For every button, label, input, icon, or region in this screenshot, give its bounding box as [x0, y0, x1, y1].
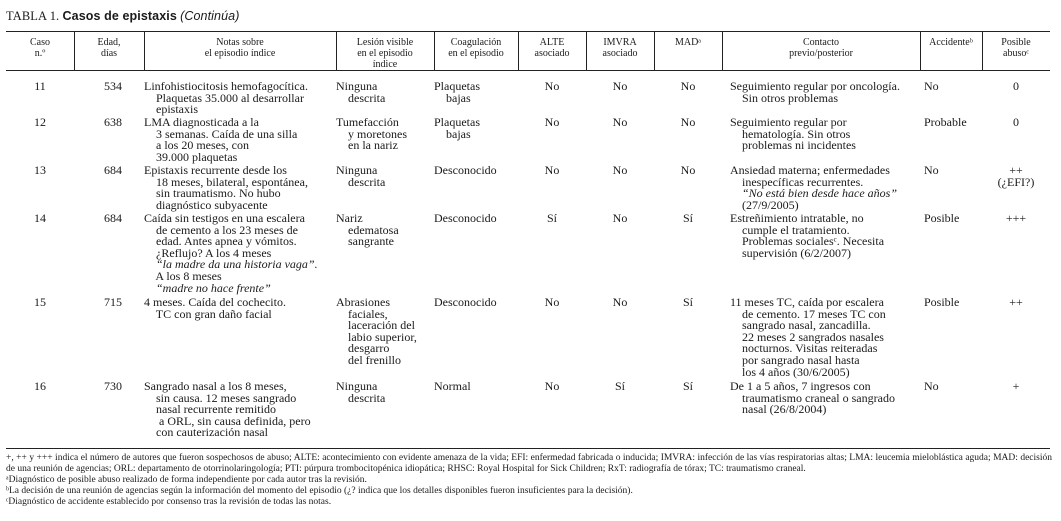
- notas-quote: “la madre da una historia vaga”.: [144, 257, 318, 272]
- cell-caso: 13: [34, 163, 46, 177]
- header-imvra: IMVRA asociado: [602, 37, 638, 59]
- cell-imvra: No: [612, 163, 628, 177]
- cell-abuso: +++: [1005, 211, 1027, 225]
- cell-edad: 638: [104, 115, 122, 129]
- cell-notas: LMA diagnosticada a la 3 semanas. Caída de una silla a los 20 meses, con 39.000 plaquetas: [144, 115, 298, 164]
- cell-alte: No: [544, 295, 560, 309]
- header-divider: [982, 32, 983, 70]
- header-lesion: Lesión visible en el episodio índice: [356, 37, 414, 70]
- cell-notas: Sangrado nasal a los 8 meses, sin causa. 12 meses sangrado nasal recurrente remitido a ORL, sin causa definida, pero con cauterización nasal: [144, 379, 311, 440]
- cell-caso: 11: [34, 79, 46, 93]
- cell-accidente: No: [924, 79, 939, 93]
- cell-coagulacion: Desconocido: [434, 295, 497, 309]
- cell-imvra: No: [612, 211, 628, 225]
- header-mad: MADᵃ: [674, 37, 702, 48]
- cell-alte: No: [544, 379, 560, 393]
- table-footnotes: [6, 453, 1052, 508]
- cell-edad: 684: [104, 211, 122, 225]
- cell-mad: No: [680, 115, 696, 129]
- contacto-date: (27/9/2005): [742, 197, 799, 212]
- cell-lesion: Tumefacción y moretones en la nariz: [336, 115, 407, 153]
- caption-title: Casos de epistaxis: [62, 9, 177, 23]
- cell-caso: 14: [34, 211, 46, 225]
- cell-contacto: [730, 117, 856, 152]
- cell-coagulacion: Plaquetas bajas: [434, 79, 480, 105]
- cell-lesion: Ninguna descrita: [336, 79, 386, 105]
- cell-abuso: ++: [1009, 295, 1023, 309]
- footnote-abbreviations: +, ++ y +++ indica el número de autores que fueron sospechosos de abuso; ALTE: acontecimiento con evidente amenaza de la vida; EFI: enfermedad fabricada o inducida; IMVRA: infección de las vías respiratorias altas; LMA: leucemia mieloblástica aguda; MAD: decisión de una reunión de agencias; ORL: departamento de otorrinolaringología; PTI: púrpura trombocitopénica idiopática; RHSC: Royal Hospital for Sick Children; RxT: radiografía de tórax; TC: traumatismo craneal.: [6, 453, 1052, 474]
- header-divider: [74, 32, 75, 70]
- cell-mad: Sí: [682, 379, 693, 393]
- cell-contacto: [730, 81, 900, 104]
- cell-imvra: Sí: [614, 379, 625, 393]
- header-divider: [586, 32, 587, 70]
- cell-lesion: Ninguna descrita: [336, 163, 386, 189]
- contacto-text: Estreñimiento intratable, no cumple el tratamiento. Problemas socialesᶜ. Necesita supervisión (6/2/2007): [730, 211, 885, 260]
- cell-accidente: No: [924, 379, 939, 393]
- contacto-quote: “No está bien desde hace años”: [730, 186, 897, 201]
- cell-caso: 12: [34, 115, 46, 129]
- footnote-c: ᶜDiagnóstico de accidente establecido por consenso tras la revisión de todas las notas.: [6, 497, 332, 507]
- cell-caso: 16: [34, 379, 46, 393]
- contacto-text: Seguimiento regular por hematología. Sin otros problemas ni incidentes: [730, 115, 856, 153]
- cell-notas: Linfohistiocitosis hemofagocítica. Plaquetas 35.000 al desarrollar epistaxis: [144, 79, 308, 117]
- header-coagulacion: Coagulación en el episodio: [448, 37, 504, 59]
- cell-imvra: No: [612, 115, 628, 129]
- cell-abuso: 0: [1013, 79, 1019, 93]
- cell-accidente: Posible: [924, 295, 960, 309]
- cell-alte: No: [544, 79, 560, 93]
- cell-notas: [144, 213, 318, 294]
- cell-abuso: +: [1012, 379, 1020, 393]
- cell-lesion: Ninguna descrita: [336, 379, 386, 405]
- cell-lesion: Nariz edematosa sangrante: [336, 211, 399, 249]
- cell-coagulacion: Normal: [434, 379, 471, 393]
- header-edad: Edad, días: [97, 37, 121, 59]
- cell-imvra: No: [612, 79, 628, 93]
- contacto-text: Seguimiento regular por oncología. Sin otros problemas: [730, 79, 900, 105]
- cell-contacto: [730, 213, 884, 259]
- notas-quote: “madre no hace frente”: [144, 280, 271, 295]
- cell-accidente: Probable: [924, 115, 967, 129]
- header-alte: ALTE asociado: [534, 37, 570, 59]
- cell-mad: No: [680, 79, 696, 93]
- cell-mad: Sí: [682, 295, 693, 309]
- table-caption: [6, 9, 239, 24]
- contacto-text: 11 meses TC, caída por escalera de cemento. 17 meses TC con sangrado nasal, zancadilla. 22 meses 2 sangrados nasales nocturnos. Visitas reiteradas por sangrado nasal hasta los 4 años (30/6/2005): [730, 295, 886, 379]
- header-divider: [654, 32, 655, 70]
- header-divider: [144, 32, 145, 70]
- header-divider: [722, 32, 723, 70]
- cell-edad: 730: [104, 379, 122, 393]
- cell-contacto: [730, 381, 895, 416]
- cell-edad: 684: [104, 163, 122, 177]
- caption-continuation: (Continúa): [180, 9, 240, 23]
- cell-mad: Sí: [682, 211, 693, 225]
- cell-accidente: Posible: [924, 211, 960, 225]
- header-divider: [920, 32, 921, 70]
- cell-edad: 715: [104, 295, 122, 309]
- header-divider: [336, 32, 337, 70]
- header-abuso: Posible abusoᶜ: [1001, 37, 1031, 59]
- cell-coagulacion: Desconocido: [434, 211, 497, 225]
- cell-notas: 4 meses. Caída del cochecito. TC con gran daño facial: [144, 295, 286, 321]
- contacto-text: De 1 a 5 años, 7 ingresos con traumatismo craneal o sangrado nasal (26/8/2004): [730, 379, 895, 417]
- notas-text: Caída sin testigos en una escalera de cemento a los 23 meses de edad. Antes apnea y vómitos. ¿Reflujo? A los 4 meses: [144, 211, 305, 260]
- cell-contacto: [730, 297, 886, 378]
- cell-contacto: [730, 165, 897, 211]
- header-accidente: Accidenteᵇ: [929, 37, 973, 48]
- header-divider: [434, 32, 435, 70]
- cell-alte: No: [544, 163, 560, 177]
- header-divider: [518, 32, 519, 70]
- header-rule: [6, 70, 1050, 71]
- contacto-text: Ansiedad materna; enfermedades inespecíficas recurrentes.: [730, 163, 890, 189]
- cell-coagulacion: Plaquetas bajas: [434, 115, 480, 141]
- cell-imvra: No: [612, 295, 628, 309]
- caption-prefix: TABLA 1.: [6, 9, 60, 23]
- cell-mad: No: [680, 163, 696, 177]
- notas-text: A los 8 meses: [155, 268, 222, 283]
- footnote-a: ᵃDiagnóstico de posible abuso realizado de forma independiente por cada autor tras la revisión.: [6, 475, 367, 485]
- header-caso: Caso n.º: [30, 37, 50, 59]
- header-contacto: Contacto previo/posterior: [789, 37, 853, 59]
- cell-coagulacion: Desconocido: [434, 163, 497, 177]
- footnote-b: ᵇLa decisión de una reunión de agencias según la información del momento del episodio (¿? indica que los detalles disponibles fueron insuficientes para la decisión).: [6, 486, 633, 496]
- cell-alte: Sí: [546, 211, 557, 225]
- header-notas: Notas sobre el episodio índice: [204, 37, 276, 59]
- cell-caso: 15: [34, 295, 46, 309]
- cell-lesion: Abrasiones faciales, laceración del labio superior, desgarro del frenillo: [336, 295, 417, 367]
- cell-abuso: ++ (¿EFI?): [997, 163, 1035, 189]
- cell-notas: Epistaxis recurrente desde los 18 meses, bilateral, espontánea, sin traumatismo. No hubo diagnóstico subyacente: [144, 163, 308, 212]
- epistaxis-table: [6, 31, 1050, 449]
- cell-alte: No: [544, 115, 560, 129]
- cell-accidente: No: [924, 163, 939, 177]
- cell-edad: 534: [104, 79, 122, 93]
- cell-abuso: 0: [1013, 115, 1019, 129]
